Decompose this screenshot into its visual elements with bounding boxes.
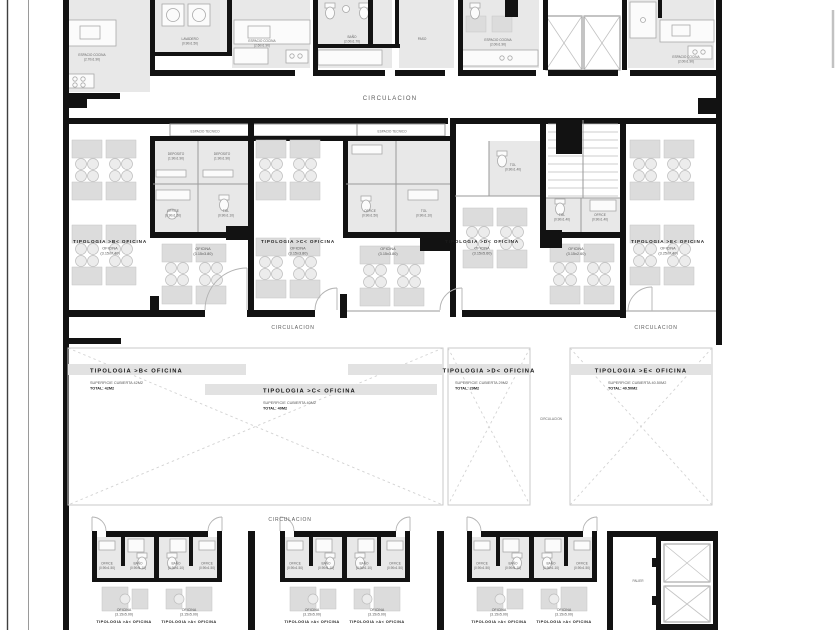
label-mid2-room: OFICINA <box>380 247 396 251</box>
stair-icon <box>548 120 618 198</box>
label-typology-b-dims: (3.15x7.40) <box>100 251 120 256</box>
label-circulacion-right: CIRCULACION <box>634 325 678 331</box>
label-mid3-dims: (3.15x2.60) <box>566 252 586 256</box>
label-lower-e-title: TIPOLOGIA >E< OFICINA <box>594 368 688 375</box>
label-typology-e-room: OFICINA <box>660 246 676 251</box>
typology-a-pair-3 <box>467 517 597 624</box>
label-typology-e-dims: (3.25x7.40) <box>658 251 678 256</box>
label-mid3-room: OFICINA <box>568 247 584 251</box>
label-deposito-1: DEPOSITO <box>167 152 185 156</box>
bathtub-icon <box>318 50 382 65</box>
typology-a-pair-1 <box>92 517 222 624</box>
label-bano-dims: (2.00x1.70) <box>343 39 361 44</box>
label-cell-tol-dims: (0.90x1.10) <box>415 213 433 218</box>
label-typology-c-dims: (3.15x3.80) <box>288 251 308 256</box>
label-espacio-cocina-2-dims: (2.60x1.90) <box>253 43 271 48</box>
label-lower-c-title: TIPOLOGIA >C< OFICINA <box>263 388 356 395</box>
label-circulacion-main: CIRCULACION <box>362 96 418 102</box>
label-typology-d-room: OFICINA <box>474 246 490 251</box>
label-lower-b-sup: SUPERFICIE CUBIERTA 42M2 <box>90 381 144 385</box>
label-cell-office-dims: (0.90x1.50) <box>164 213 182 218</box>
label-cell-office-dims: (0.90x1.40) <box>591 217 609 222</box>
typology-a-pair-2 <box>280 517 410 624</box>
stove-icon <box>286 50 308 63</box>
label-espacio-cocina-1-dims: (2.70x1.90) <box>83 57 101 62</box>
label-cell-tol: TOL <box>420 209 428 213</box>
label-typology-c-room: OFICINA <box>290 246 306 251</box>
label-mid1-dims: (3.15x3.80) <box>193 252 213 256</box>
label-typology-b-room: OFICINA <box>102 246 118 251</box>
label-typology-b: TIPOLOGIA >B< OFICINA <box>72 239 148 244</box>
label-lower-e-sup: SUPERFICIE CUBIERTA 40.50M2 <box>608 381 667 385</box>
label-typology-d-dims: (3.15x5.60) <box>472 251 492 256</box>
label-circulacion-left: CIRCULACION <box>271 325 315 331</box>
label-mid2-dims: (3.15x3.80) <box>378 252 398 256</box>
label-deposito-2: DEPOSITO <box>213 152 231 156</box>
label-deposito-1-dims: (1.90x1.90) <box>167 156 185 161</box>
label-typology-e: TIPOLOGIA >E< OFICINA <box>631 239 705 244</box>
labels <box>73 34 705 583</box>
label-lower-b-total: TOTAL: 42M2 <box>90 386 115 391</box>
label-espacio-tecnico-1: ESPACIO TECNICO <box>190 129 220 134</box>
label-lower-d-total: TOTAL: 29M2 <box>455 386 480 391</box>
label-lavadero: LAVADERO <box>181 37 199 41</box>
label-cell-tol-dims: (0.90x1.10) <box>217 213 235 218</box>
label-espacio-cocina-2: ESPACIO COCINA <box>248 39 276 43</box>
label-cell-office-dims: (0.90x1.50) <box>361 213 379 218</box>
label-deposito-2-dims: (1.90x1.90) <box>213 156 231 161</box>
label-espacio-tecnico-2: ESPACIO TECNICO <box>377 129 407 134</box>
label-circulacion-bottom: CIRCULACION <box>268 517 312 523</box>
label-espacio-cocina-4-dims: (2.00x1.90) <box>677 59 695 64</box>
label-espacio-cocina-3-dims: (2.00x1.90) <box>489 42 507 47</box>
label-cell-tol: TOL <box>558 213 566 217</box>
label-lavadero-dims: (0.90x1.50) <box>181 41 199 46</box>
label-typology-d: TIPOLOGIA >D< OFICINA <box>444 239 520 244</box>
label-mid1-room: OFICINA <box>195 247 211 251</box>
label-cell-tol: TOL <box>222 209 230 213</box>
label-espacio-cocina-1: ESPACIO COCINA <box>78 53 106 57</box>
label-cell-office: OFFICE <box>167 209 179 213</box>
label-cell-tol-dims: (0.90x1.40) <box>504 167 522 172</box>
label-bano: BAÑO <box>347 35 357 39</box>
label-espacio-cocina-4: ESPACIO COCINA <box>672 55 700 59</box>
label-espacio-cocina-3: ESPACIO COCINA <box>484 38 512 42</box>
label-lower-e-total: TOTAL: 40.50M2 <box>608 386 638 391</box>
elevator-shaft-top <box>546 16 620 70</box>
label-cell-office: OFFICE <box>364 209 376 213</box>
label-lower-d-sup: SUPERFICIE CUBIERTA 29M2 <box>455 381 509 385</box>
label-circulacion-mid: CIRCULACION <box>540 417 562 421</box>
floor-plan-svg: OFFICE (0.90x1.50) BAÑO (0.90x1.10) OFICINA (3.15x5.00) TIPOLOGIA >A< OFICINA ESPACIO COCINA (2.70x1.90) LAVADERO (0.90x1.50) ESPACIO COCINA (2.60x1.90) BAÑO (2.00x1.70) PASO ESPACIO COCINA (2.00x1.90) ESPACIO COCINA (2.00x1.90) CIRCULACION ESPACIO TECNICO ESPACIO TECNICO DEPOSITO (1.90x1.90) DEPOSITO (1.90x1.90) OFFICE (0.90x1.50) TOL (0.90x1.10) OFFICE (0.90x1.50) TOL (0.90x1.10) TOL (0.90x1.40) TOL (0.90x1.40) OFFICE (0.90x1.40) TIPOLOGIA >B< OFICINA OFICINA (3.15x7.40) OFICINA (3.15x3.80) TIPOLOGIA >C< OFICINA OFICINA (3.15x3.80) OFICINA (3.15x3.80) TIPOLOGIA >D< OFICINA OFICINA (3.15x5.60) OFICINA (3.15x2.60) TIPOLOGIA >E< OFICINA OFICINA (3.25x7.40) CIRCULACION CIRCULACION TIPOLOGIA >B< OFICINA SUPERFICIE CUBIERTA 42M2 TOTAL: 42M2 TIPOLOGIA >C< OFICINA SUPERFICIE CUBIERTA 40M2 TOTAL: 40M2 TIPOLOGIA >D< OFICINA SUPERFICIE CUBIERTA 29M2 TOTAL: 29M2 TIPOLOGIA >E< OFICINA SUPERFICIE CUBIERTA 40.50M2 TOTAL: 40.50M2 CIRCULACION CIRCULACION PALIER <box>0 0 840 630</box>
label-cell-tol-dims: (0.90x1.40) <box>553 217 571 222</box>
elevator-shaft-bottom <box>652 536 718 630</box>
label-palier: PALIER <box>632 579 644 583</box>
label-cell-tol: TOL <box>509 163 517 167</box>
label-typology-c: TIPOLOGIA >C< OFICINA <box>260 239 336 244</box>
label-lower-c-sup: SUPERFICIE CUBIERTA 40M2 <box>263 401 317 405</box>
label-paso: PASO <box>417 37 427 41</box>
label-cell-office: OFFICE <box>594 213 606 217</box>
label-lower-c-total: TOTAL: 40M2 <box>263 406 288 411</box>
sink-icon <box>343 6 350 13</box>
label-lower-d-title: TIPOLOGIA >D< OFICINA <box>442 368 536 375</box>
lower-open-units <box>63 338 712 505</box>
label-lower-b-title: TIPOLOGIA >B< OFICINA <box>90 368 183 375</box>
bottom-row <box>92 517 718 630</box>
